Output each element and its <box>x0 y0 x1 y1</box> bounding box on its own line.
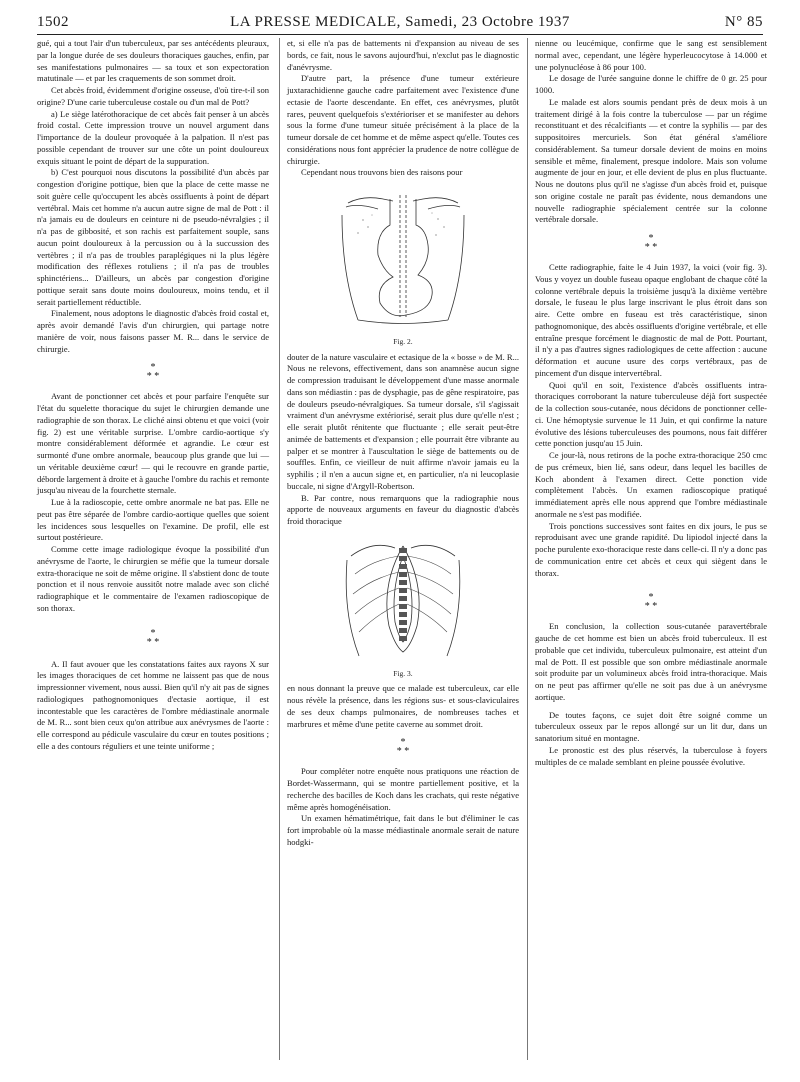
column-rule <box>279 38 280 1060</box>
journal-title: LA PRESSE MEDICALE, Samedi, 23 Octobre 1937 <box>230 14 570 30</box>
figure-caption: Fig. 2. <box>393 336 413 346</box>
paragraph: douter de la nature vasculaire et ectasique de la « bosse » de M. R... Nous ne relevons, effectivement, dans son anamnèse aucun signe de compression traduisant le développement d'une masse anormale dans son médiastin : pas de dysphagie, pas de gêne respiratoire, pas de douleurs pseudo-névralgiques. Sa tumeur dorsale, s'il s'agissait vraiment d'un anévrysme extériorisé, serait plus dure qu'elle n'est ; elle serait plutôt rénitente que fluctuante ; elle serait peut-être animée de battements et d'expansion ; elle pourrait être vibrante au palper et se montrer à l'auscultation le siège de battements ou de souffles. Enfin, ce vieilleur de nuit affirme n'avoir jamais eu la syphilis ; il n'en a aucun signe et, en particulier, n'a ni leucoplasie buccale, ni signe d'Argyll-Robertson. <box>287 351 519 491</box>
column-1 <box>37 38 269 753</box>
paragraph: Finalement, nous adoptons le diagnostic d'abcès froid costal et, après avoir demandé l'avis d'un chirurgien, qui partage notre manière de voir, nous faisons passer M. R... dans le service de chirurgie. <box>37 308 269 354</box>
paragraph: Lue à la radioscopie, cette ombre anormale ne bat pas. Elle ne peut pas être séparée de l'ombre cardio-aortique quelles que soient les incidences sous lesquelles on l'examine. De profil, elle est surtout postérieure. <box>37 497 269 543</box>
paragraph: Le malade est alors soumis pendant près de deux mois à un traitement dirigé à la fois contre la tuberculose — par un régime reconstituant et des récalcifiants — et contre la syphilis — par des suppositoires mercuriels. Son état général s'améliore considérablement. Sa tumeur dorsale devient de moins en moins sensible et même, finalement, presque indolore. Mais son volume augmente de jour en jour, et elle devient de plus en plus fluctuante. Nous ne doutons plus qu'il ne s'agisse d'un abcès froid et, puisque son origine costale ne paraît pas évidente, nous demandons une nouvelle radiographie spécialement centrée sur la colonne vertébrale dorsale. <box>535 96 767 225</box>
paragraph: Quoi qu'il en soit, l'existence d'abcès ossifluents intra-thoraciques corroborant la nature tuberculeuse déjà fort suspectée de la collection sous-cutanée, nous décidons de ponctionner celle-ci. Une hémoptysie survenue le 11 Juin, et qui confirme la nature évolutive des lésions tuberculeuses des poumons, nous fait différer cette ponction jusqu'au 15 Juin. <box>535 379 767 449</box>
paragraph: et, si elle n'a pas de battements ni d'expansion au niveau de ses bords, ce fait, nous le savons aujourd'hui, n'exclut pas le diagnostic d'anévrysme. <box>287 38 519 72</box>
paragraph: B. Par contre, nous remarquons que la radiographie nous apporte de nouveaux arguments en faveur du diagnostic d'abcès froid thoracique <box>287 492 519 526</box>
paragraph: Avant de ponctionner cet abcès et pour parfaire l'enquête sur l'état du squelette thoracique du sujet le chirurgien demande une radiographie de son thorax. Le cliché ainsi obtenu et que voici (voir fig. 2) est une véritable surprise. L'ombre cardio-aortique s'y montre considérablement déformée et agrandie. Le cœur est surmonté d'une ombre anormale, beaucoup plus grande que lui — un véritable deuxième cœur! — qui le recouvre en grande partie, déborde largement à droite et à gauche l'ombre du rachis et remonte jusqu'au niveau de la fourchette sternale. <box>37 391 269 496</box>
paragraph: Pour compléter notre enquête nous pratiquons une réaction de Bordet-Wassermann, qui se montre partiellement positive, et la recherche des bacilles de Koch dans les crachats, qui reste négative même après homogénéisation. <box>287 766 519 812</box>
paragraph: Cependant nous trouvons bien des raisons pour <box>301 167 463 178</box>
figure-caption: Fig. 3. <box>393 668 413 678</box>
paragraph: a) Le siège latérothoracique de cet abcès fait penser à un abcès froid costal. Cette impression trouve un nouvel argument dans l'importance de la douleur provoquée à la palpation. Il n'est pas possible cependant de trouver sur une côte un point douloureux exquis situant le point de départ de la suppuration. <box>37 108 269 166</box>
page-number: 1502 <box>37 14 69 30</box>
paragraph: nienne ou leucémique, confirme que le sang est sensiblement normal avec, cependant, une légère hyperleucocytose à 14.000 et une polynucléose à 86 pour 100. <box>535 38 767 72</box>
paragraph: A. Il faut avouer que les constatations faites aux rayons X sur les images thoraciques de cet homme ne laissent pas que de nous impressionner vivement, nous aussi. Bien qu'il n'y ait pas de signes radiologiques pathognomoniques d'ectasie aortique, il est incontestable que les caractères de l'ombre médiastinale anormale de M. R... sont bien ceux qu'on attribue aux anévrysmes de l'aorte : elle correspond au pédicule vasculaire du cœur en toutes positions ; elle a des contours réguliers et une teinte uniforme ; <box>37 658 269 751</box>
paragraph: En conclusion, la collection sous-cutanée paravertébrale gauche de cet homme est bien un abcès froid tuberculeux. Il est probable que cet individu, tuberculeux pulmonaire, est atteint d'un mal de Pott. Il est possible que son ombre médiastinale anormale soit produite par un volumineux abcès froid intra-thoracique. Mais on ne peut pas affirmer qu'elle ne soit pas due à un anévrysme aortique. <box>535 621 767 702</box>
section-stars: * * * <box>644 592 658 613</box>
paragraph: Ce jour-là, nous retirons de la poche extra-thoracique 250 cmc de pus crémeux, bien lié, sans odeur, dans lequel les bacilles de Koch abondent à l'examen direct. Cette ponction vide complètement l'abcès. Un examen radioscopique pratiqué immédiatement après elle nous apprend que l'ombre médiastinale anormale ne s'est pas modifiée. <box>535 450 767 519</box>
paragraph: gué, qui a tout l'air d'un tuberculeux, par ses antécédents pleuraux, par la longue durée de ses douleurs thoraciques gauches, enfin, par ses manifestations pulmonaires — sa toux et son expectoration matutinale — et par les craquements de son sommet droit. <box>37 38 269 84</box>
paragraph: en nous donnant la preuve que ce malade est tuberculeux, car elle nous révèle la présence, dans les régions sus- et sous-claviculaires de ses deux champs pulmonaires, de nombreuses taches et marbrures et même d'une petite caverne au sommet droit. <box>287 683 519 729</box>
figure-2 <box>287 185 519 348</box>
paragraph: Le dosage de l'urée sanguine donne le chiffre de 0 gr. 25 pour 1000. <box>535 73 767 95</box>
section-stars: * * * <box>396 737 410 758</box>
paragraph: Comme cette image radiologique évoque la possibilité d'un anévrysme de l'aorte, le chirurgien se méfie que la tumeur dorsale extra-thoracique ne soit de même origine. Il s'abstient donc de toute ponction et il nous renvoie aussitôt notre malade avec son cliché radiographique et le commentaire de l'examen radioscopique de son thorax. <box>37 544 269 613</box>
column-rule <box>527 38 528 1060</box>
chest-radiograph-sketch <box>328 185 478 330</box>
paragraph: Trois ponctions successives sont faites en dix jours, le pus se reproduisant avec une grande rapidité. Du lipiodol injecté dans la poche purulente exo-thoracique reste dans celle-ci. Il n'y a donc pas de communication entre cet abcès et ceux qui siègent dans le thorax. <box>535 520 767 578</box>
column-2 <box>287 38 519 849</box>
section-stars: * * * <box>644 233 658 253</box>
issue-number: N° 85 <box>724 14 763 30</box>
paragraph: Cet abcès froid, évidemment d'origine osseuse, d'où tire-t-il son origine? D'une carie tuberculeuse costale ou d'un mal de Pott? <box>37 85 269 107</box>
section-stars: * * * <box>146 362 160 383</box>
spine-radiograph-sketch <box>333 534 473 662</box>
paragraph: b) C'est pourquoi nous discutons la possibilité d'un abcès par congestion d'origine pottique, bien que la place de cette masse ne soit guère celle qu'occupent les abcès ossifluents à point de départ vertébral. Mais cet homme n'a aucun autre signe de mal de Pott : il n'a jamais eu de douleurs en ceinture ni de pseudo-névralgies ; il n'a pas de gibbosité, et son rachis est parfaitement souple, sans aucun point douloureux à la percussion ou à la succussion des vertèbres ; il n'a pas de troubles paraplégiques ni la plus légère modification des réflexes rotuliens ; il n'a pas de troubles sphinctériens... D'ailleurs, un abcès par congestion d'origine pottique serait sans doute moins douloureux, moins tendu, et il serait partiellement réductible. <box>37 167 269 307</box>
column-3 <box>535 38 767 768</box>
section-stars: * * * <box>146 627 160 648</box>
paragraph: De toutes façons, ce sujet doit être soigné comme un tuberculeux osseux par le repos allongé sur un lit dur, dans un sanatorium situé en montagne. <box>535 709 767 743</box>
paragraph: Cette radiographie, faite le 4 Juin 1937, la voici (voir fig. 3). Vous y voyez un double fuseau opaque englobant de chaque côté la colonne vertébrale depuis la troisième jusqu'à la dixième vertèbre dorsale, le fuseau le plus large inscrivant le plus étroit dans son aire. Cette ombre en fuseau est très caractéristique, sinon pathognomonique, des abcès ossifluents d'origine vertébrale, et elle entraîne presque forcément le diagnostic de mal de Pott. Pourtant, il n'y a pas d'autres signes radiologiques de cette affection : aucune déformation et aucune usure des corps vertébraux, pas de pincement d'un disque intervertébral. <box>535 262 767 378</box>
figure-3 <box>287 534 519 680</box>
paragraph: Le pronostic est des plus réservés, la tuberculose à foyers multiples de ce malade semblant en pleine poussée évolutive. <box>535 744 767 767</box>
page-header <box>37 10 763 35</box>
paragraph: Un examen hématimétrique, fait dans le but d'éliminer le cas fort improbable où la masse médiastinale anormale serait de nature hodgki- <box>287 813 519 847</box>
paragraph: D'autre part, la présence d'une tumeur extérieure juxtarachidienne gauche cadre parfaitement avec l'existence d'une ectasie de l'aorte descendante. En effet, ces anévrysmes, plutôt rares, peuvent quelquefois s'extérioriser et se manifester au dehors sous la forme d'une tumeur située précisément à la place de la tumeur dorsale de cet homme et de même aspect qu'elle. Toutes ces considérations nous font apprécier la prudence de notre collègue de chirurgie. <box>287 73 519 166</box>
